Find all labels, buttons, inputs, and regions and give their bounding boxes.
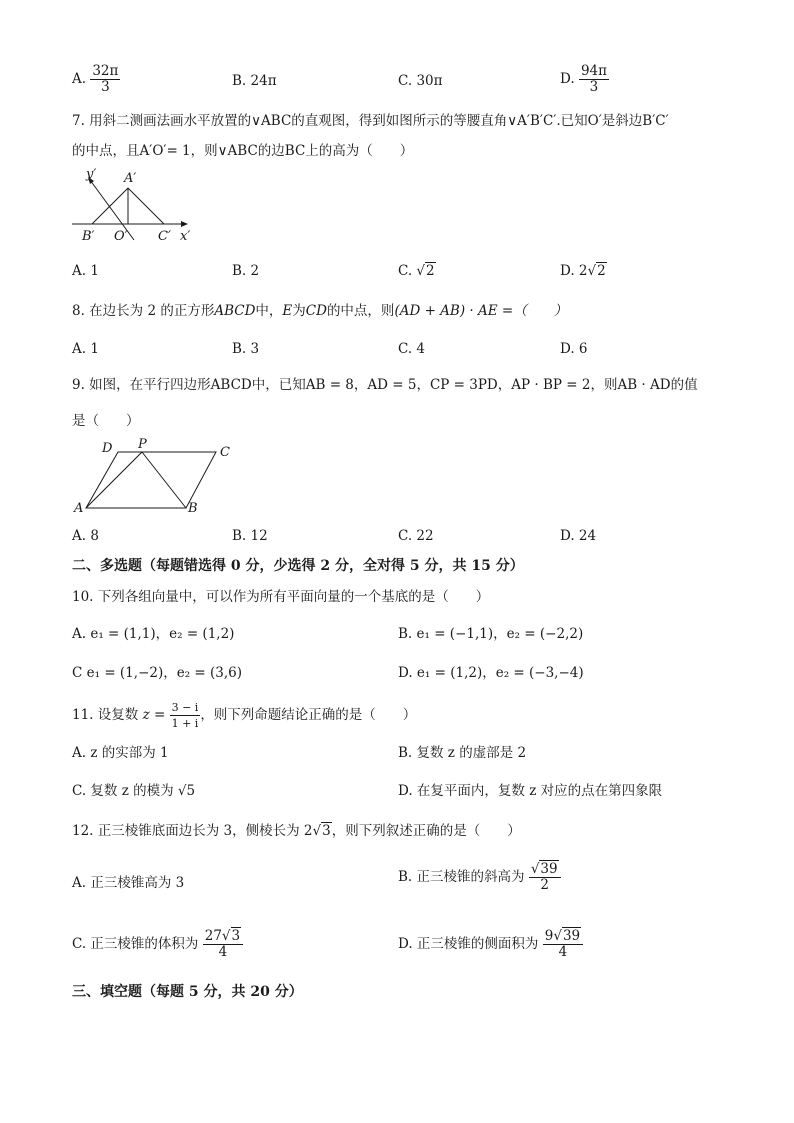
q8-option-b: B. 3 xyxy=(232,341,260,357)
q6-option-a: A. $\frac{32\pi}{3}$ xyxy=(72,63,119,95)
q10-option-b: B. e₁ = (−1,1)，e₂ = (−2,2) xyxy=(398,626,584,642)
q9-stem-line1: 9. 如图，在平行四边形ABCD中，已知AB = 8，AD = 5，CP = 3PD，AP · BP = 2，则AB · AD的值 xyxy=(72,377,698,393)
parallelogram-abcd xyxy=(86,452,216,508)
q9-figure xyxy=(70,438,240,516)
q7-figure xyxy=(70,168,200,246)
q6-option-c: C. 30π xyxy=(398,73,443,89)
q11-option-c: C. 复数 z 的模为 √5 xyxy=(72,783,196,799)
q10-option-d: D. e₁ = (1,2)，e₂ = (−3,−4) xyxy=(398,665,584,681)
segment-ap xyxy=(86,452,142,508)
side-ab xyxy=(92,188,128,224)
q7-option-c: C. √2 xyxy=(398,263,435,279)
q12-option-d: D. 正三棱锥的侧面积为 $\frac{9√39}{4}$ xyxy=(398,929,583,960)
q11-option-b: B. 复数 z 的虚部是 2 xyxy=(398,745,527,761)
q11-stem: 11. 设复数 z = $\frac{3 - i}{1 + i}$ ，则下列命题结论正确的是（ ） xyxy=(72,701,417,730)
label-o: O′ xyxy=(114,229,128,244)
label-x: x′ xyxy=(180,229,191,244)
q12-option-a: A. 正三棱锥高为 3 xyxy=(72,875,185,891)
q12-option-b: B. 正三棱锥的斜高为 $\frac{√39}{2}$ xyxy=(398,862,561,893)
section-2-heading: 二、多选题（每题错选得 0 分，少选得 2 分，全对得 5 分，共 15 分） xyxy=(72,558,524,574)
label-p: P xyxy=(138,438,147,452)
q6-option-b: B. 24π xyxy=(232,73,277,89)
label-d: D xyxy=(102,441,113,456)
q10-stem: 10. 下列各组向量中，可以作为所有平面向量的一个基底的是（ ） xyxy=(72,589,490,605)
q7-option-d: D. 2√2 xyxy=(560,263,606,279)
q8-stem: 8. 在边长为 2 的正方形ABCD中，E为CD的中点，则(AD + AB) · AE =（ ） xyxy=(72,303,568,319)
q8-option-d: D. 6 xyxy=(560,341,588,357)
q9-option-b: B. 12 xyxy=(232,528,268,544)
q9-stem-line2: 是（ ） xyxy=(72,413,140,429)
q7-stem-line2: 的中点，且A′O′= 1，则∨ABC的边BC上的高为（ ） xyxy=(72,143,414,159)
label-c: C xyxy=(220,445,230,460)
q11-option-d: D. 在复平面内，复数 z 对应的点在第四象限 xyxy=(398,783,663,799)
x-axis-arrow xyxy=(181,221,188,227)
label-b: B′ xyxy=(82,229,95,244)
label-b: B xyxy=(188,501,198,516)
q6-option-d: D. $\frac{94\pi}{3}$ xyxy=(560,63,607,95)
q12-option-c: C. 正三棱锥的体积为 $\frac{27√3}{4}$ xyxy=(72,929,243,960)
q9-option-d: D. 24 xyxy=(560,528,597,544)
q9-option-a: A. 8 xyxy=(72,528,99,544)
label-c: C′ xyxy=(158,229,171,244)
q7-option-a: A. 1 xyxy=(72,263,99,279)
label-y: y′ xyxy=(86,168,97,182)
q10-option-a: A. e₁ = (1,1)，e₂ = (1,2) xyxy=(72,626,235,642)
q8-option-c: C. 4 xyxy=(398,341,426,357)
label-a: A′ xyxy=(124,171,137,186)
side-ac xyxy=(128,188,164,224)
q7-option-b: B. 2 xyxy=(232,263,260,279)
q10-option-c: C e₁ = (1,−2)，e₂ = (3,6) xyxy=(72,665,243,681)
segment-bp xyxy=(142,452,186,508)
q12-stem: 12. 正三棱锥底面边长为 3，侧棱长为 2√3，则下列叙述正确的是（ ） xyxy=(72,823,521,839)
q7-stem-line1: 7. 用斜二测画法画水平放置的∨ABC的直观图，得到如图所示的等腰直角∨A′B′C′.已知O′是斜边B′C′ xyxy=(72,113,669,129)
label-a: A xyxy=(74,501,84,516)
section-3-heading: 三、填空题（每题 5 分，共 20 分） xyxy=(72,984,303,1000)
q8-option-a: A. 1 xyxy=(72,341,99,357)
q9-option-c: C. 22 xyxy=(398,528,434,544)
q11-option-a: A. z 的实部为 1 xyxy=(72,745,169,761)
